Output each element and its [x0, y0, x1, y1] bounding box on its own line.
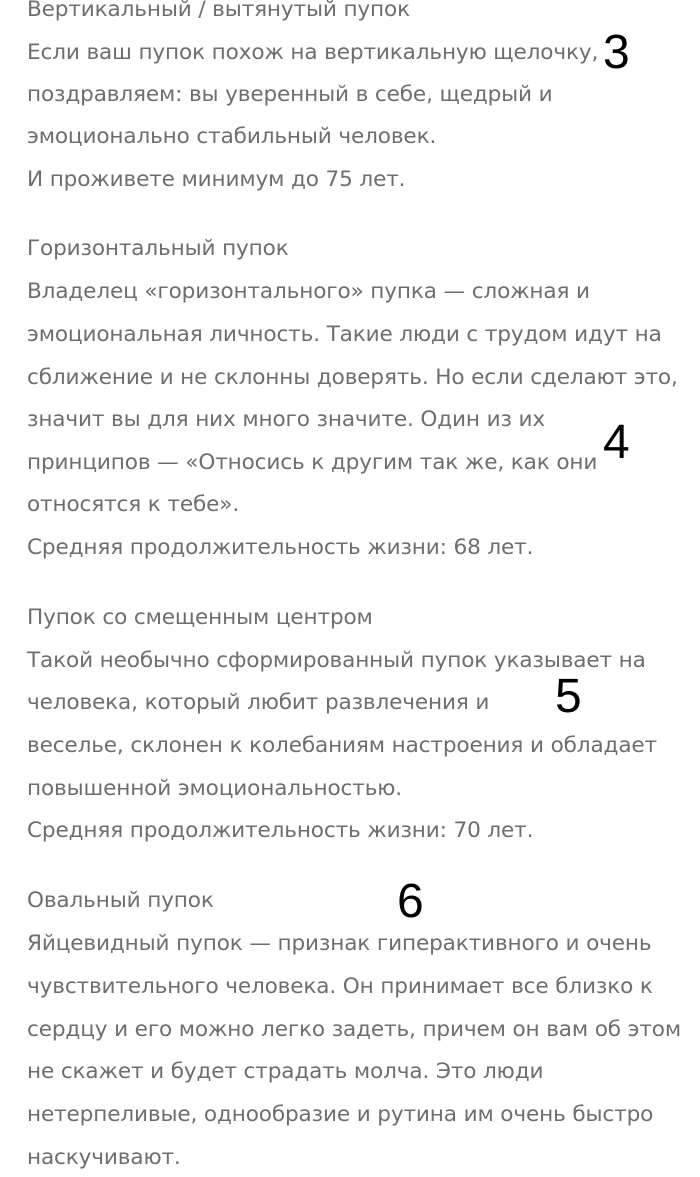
section-number-marker: 5 [555, 670, 582, 723]
text-line: И проживете минимум до 75 лет. [27, 167, 406, 192]
text-line: наскучивают. [27, 1145, 181, 1170]
text-line: относятся к тебе». [27, 492, 240, 517]
text-line: Такой необычно сформированный пупок указывает на [27, 648, 646, 673]
text-line: значит вы для них много значите. Один из их [27, 407, 546, 432]
text-line: Средняя продолжительность жизни: 68 лет. [27, 535, 534, 560]
text-line: Если ваш пупок похож на вертикальную щелочку, [27, 40, 599, 65]
text-line: веселье, склонен к колебаниям настроения и обладает [27, 733, 657, 758]
section-title: Пупок со смещенным центром [27, 605, 373, 630]
text-line: не скажет и будет страдать молча. Это люди [27, 1059, 544, 1084]
text-line: сближение и не склонны доверять. Но если сделают это, [27, 365, 678, 390]
text-line: человека, который любит развлечения и [27, 690, 490, 715]
text-line: эмоционально стабильный человек. [27, 124, 437, 149]
section-number-marker: 4 [603, 416, 630, 469]
section-title: Овальный пупок [27, 888, 214, 913]
section-title: Горизонтальный пупок [27, 236, 289, 261]
section-number-marker: 6 [397, 875, 424, 928]
text-line: Владелец «горизонтального» пупка — сложная и [27, 279, 590, 304]
text-line: Яйцевидный пупок — признак гиперактивного и очень [27, 931, 652, 956]
text-line: эмоциональная личность. Такие люди с трудом идут на [27, 322, 662, 347]
section-title: Вертикальный / вытянутый пупок [27, 0, 410, 22]
text-line: повышенной эмоциональностью. [27, 776, 403, 801]
text-line: поздравляем: вы уверенный в себе, щедрый и [27, 82, 553, 107]
text-line: нетерпеливые, однообразие и рутина им очень быстро [27, 1102, 654, 1127]
section-number-marker: 3 [603, 26, 630, 79]
text-line: Средняя продолжительность жизни: 70 лет. [27, 818, 534, 843]
text-line: чувствительного человека. Он принимает все близко к [27, 974, 653, 999]
text-line: сердцу и его можно легко задеть, причем он вам об этом [27, 1017, 681, 1042]
text-line: принципов — «Относись к другим так же, как они [27, 450, 598, 475]
